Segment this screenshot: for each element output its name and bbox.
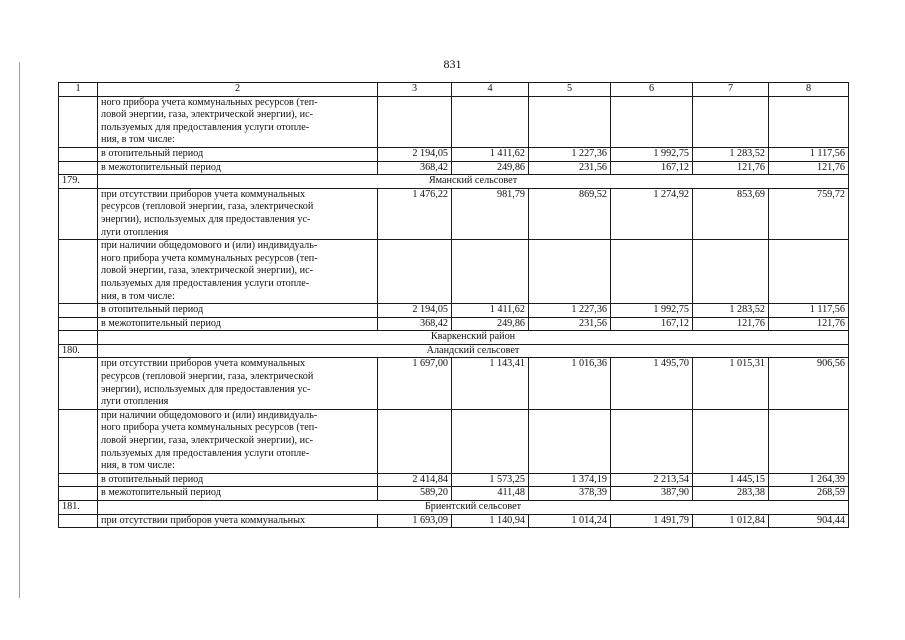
value-cell: 1 012,84 — [693, 514, 769, 528]
value-cell: 1 016,36 — [529, 358, 611, 409]
description-line: ния, в том числе: — [101, 134, 175, 146]
value-cell: 1 140,94 — [452, 514, 529, 528]
table-row-section — [59, 501, 849, 515]
row-index — [59, 409, 98, 473]
value-cell — [693, 409, 769, 473]
value-cell: 1 491,79 — [611, 514, 693, 528]
description-line: при отсутствии приборов учета коммунальных — [101, 188, 306, 200]
description-line: при наличии общедомового и (или) индивидуаль- — [101, 409, 318, 421]
table-row-data — [59, 487, 849, 501]
column-header: 1 — [59, 83, 98, 97]
value-cell: 1 697,00 — [378, 358, 452, 409]
row-index — [59, 514, 98, 528]
row-description — [98, 409, 378, 473]
value-cell: 121,76 — [693, 317, 769, 331]
table-row-section — [59, 344, 849, 358]
row-index — [59, 161, 98, 175]
description-line: луги отопления — [101, 226, 169, 238]
table-row-desc — [59, 358, 849, 409]
column-header: 6 — [611, 83, 693, 97]
value-cell — [611, 409, 693, 473]
value-cell: 411,48 — [452, 487, 529, 501]
value-cell: 378,39 — [529, 487, 611, 501]
value-cell: 1 476,22 — [378, 188, 452, 239]
value-cell: 121,76 — [693, 161, 769, 175]
value-cell — [611, 240, 693, 304]
value-cell: 121,76 — [769, 317, 849, 331]
row-index — [59, 487, 98, 501]
value-cell: 1 283,52 — [693, 147, 769, 161]
section-title: Бриентский сельсовет — [98, 501, 849, 515]
value-cell — [452, 409, 529, 473]
value-cell: 904,44 — [769, 514, 849, 528]
row-description — [98, 358, 378, 409]
value-cell — [529, 240, 611, 304]
description-line: ного прибора учета коммунальных ресурсов (теп- — [101, 96, 318, 108]
column-header-row — [59, 83, 849, 97]
value-cell — [693, 96, 769, 147]
value-cell: 1 227,36 — [529, 147, 611, 161]
value-cell: 1 274,92 — [611, 188, 693, 239]
table-row-data — [59, 514, 849, 528]
section-title: Аландский сельсовет — [98, 344, 849, 358]
value-cell: 1 283,52 — [693, 304, 769, 318]
description-line: ловой энергии, газа, электрической энергии), ис- — [101, 435, 314, 447]
value-cell: 2 194,05 — [378, 304, 452, 318]
value-cell: 981,79 — [452, 188, 529, 239]
value-cell: 2 213,54 — [611, 473, 693, 487]
value-cell: 231,56 — [529, 161, 611, 175]
row-description — [98, 240, 378, 304]
region-title: Кваркенский район — [98, 331, 849, 345]
value-cell — [769, 96, 849, 147]
description-line: пользуемых для предоставления услуги отопле- — [101, 447, 310, 459]
row-index — [59, 188, 98, 239]
description-line: при отсутствии приборов учета коммунальных — [101, 358, 306, 370]
description-line: ного прибора учета коммунальных ресурсов (теп- — [101, 422, 318, 434]
column-header: 2 — [98, 83, 378, 97]
table-row-data — [59, 161, 849, 175]
value-cell: 1 143,41 — [452, 358, 529, 409]
table-row-data — [59, 147, 849, 161]
table-row-region — [59, 331, 849, 345]
value-cell: 283,38 — [693, 487, 769, 501]
table-row-data — [59, 473, 849, 487]
column-header: 3 — [378, 83, 452, 97]
value-cell: 1 573,25 — [452, 473, 529, 487]
table-row-desc — [59, 409, 849, 473]
value-cell: 1 411,62 — [452, 304, 529, 318]
value-cell: 589,20 — [378, 487, 452, 501]
row-index: 179. — [59, 175, 98, 189]
value-cell: 249,86 — [452, 317, 529, 331]
table-row-section — [59, 175, 849, 189]
description-line: ловой энергии, газа, электрической энергии), ис- — [101, 265, 314, 277]
row-index — [59, 240, 98, 304]
table-row-desc — [59, 96, 849, 147]
value-cell: 2 194,05 — [378, 147, 452, 161]
description-line: энергии), используемых для предоставления ус- — [101, 383, 311, 395]
value-cell — [378, 96, 452, 147]
description-line: энергии), используемых для предоставления ус- — [101, 213, 311, 225]
value-cell: 368,42 — [378, 161, 452, 175]
row-index — [59, 147, 98, 161]
table-row-data — [59, 317, 849, 331]
row-index — [59, 304, 98, 318]
column-header: 5 — [529, 83, 611, 97]
description-line: луги отопления — [101, 396, 169, 408]
column-header: 7 — [693, 83, 769, 97]
value-cell: 231,56 — [529, 317, 611, 331]
column-header: 4 — [452, 83, 529, 97]
column-header: 8 — [769, 83, 849, 97]
description-line: при наличии общедомового и (или) индивидуаль- — [101, 240, 318, 252]
description-line: пользуемых для предоставления услуги отопле- — [101, 121, 310, 133]
value-cell — [769, 240, 849, 304]
value-cell: 869,52 — [529, 188, 611, 239]
table-row-desc — [59, 188, 849, 239]
row-label: при отсутствии приборов учета коммунальных — [98, 514, 378, 528]
description-line: ного прибора учета коммунальных ресурсов (теп- — [101, 252, 318, 264]
value-cell: 1 374,19 — [529, 473, 611, 487]
row-index: 181. — [59, 501, 98, 515]
table-body — [59, 83, 849, 528]
value-cell: 268,59 — [769, 487, 849, 501]
value-cell — [529, 409, 611, 473]
value-cell: 2 414,84 — [378, 473, 452, 487]
description-line: ния, в том числе: — [101, 460, 175, 472]
value-cell: 121,76 — [769, 161, 849, 175]
value-cell: 1 014,24 — [529, 514, 611, 528]
table-row-data — [59, 304, 849, 318]
page-number: 831 — [443, 57, 462, 71]
row-label: в межотопительный период — [98, 161, 378, 175]
row-description — [98, 188, 378, 239]
row-index — [59, 331, 98, 345]
value-cell — [529, 96, 611, 147]
row-index — [59, 96, 98, 147]
value-cell: 1 445,15 — [693, 473, 769, 487]
value-cell: 906,56 — [769, 358, 849, 409]
row-index: 180. — [59, 344, 98, 358]
description-line: ресурсов (тепловой энергии, газа, электрической — [101, 371, 314, 383]
value-cell: 1 411,62 — [452, 147, 529, 161]
row-description — [98, 96, 378, 147]
value-cell: 167,12 — [611, 317, 693, 331]
row-index — [59, 317, 98, 331]
value-cell: 1 227,36 — [529, 304, 611, 318]
description-line: ресурсов (тепловой энергии, газа, электрической — [101, 201, 314, 213]
description-line: пользуемых для предоставления услуги отопле- — [101, 277, 310, 289]
value-cell — [769, 409, 849, 473]
value-cell: 368,42 — [378, 317, 452, 331]
tariff-table — [58, 82, 849, 528]
value-cell: 759,72 — [769, 188, 849, 239]
value-cell — [452, 240, 529, 304]
value-cell — [378, 409, 452, 473]
row-label: в отопительный период — [98, 473, 378, 487]
table-row-desc — [59, 240, 849, 304]
description-line: ния, в том числе: — [101, 290, 175, 302]
row-label: в отопительный период — [98, 147, 378, 161]
row-label: в отопительный период — [98, 304, 378, 318]
value-cell: 1 117,56 — [769, 147, 849, 161]
row-index — [59, 473, 98, 487]
value-cell: 1 015,31 — [693, 358, 769, 409]
row-label: в межотопительный период — [98, 487, 378, 501]
description-line: ловой энергии, газа, электрической энергии), ис- — [101, 109, 314, 121]
value-cell: 1 693,09 — [378, 514, 452, 528]
row-index — [59, 358, 98, 409]
value-cell: 1 117,56 — [769, 304, 849, 318]
value-cell: 387,90 — [611, 487, 693, 501]
value-cell: 249,86 — [452, 161, 529, 175]
value-cell — [693, 240, 769, 304]
value-cell — [611, 96, 693, 147]
value-cell: 167,12 — [611, 161, 693, 175]
value-cell — [452, 96, 529, 147]
value-cell — [378, 240, 452, 304]
value-cell: 853,69 — [693, 188, 769, 239]
value-cell: 1 495,70 — [611, 358, 693, 409]
value-cell: 1 264,39 — [769, 473, 849, 487]
page-margin-rule — [19, 62, 20, 598]
value-cell: 1 992,75 — [611, 304, 693, 318]
value-cell: 1 992,75 — [611, 147, 693, 161]
section-title: Яманский сельсовет — [98, 175, 849, 189]
row-label: в межотопительный период — [98, 317, 378, 331]
